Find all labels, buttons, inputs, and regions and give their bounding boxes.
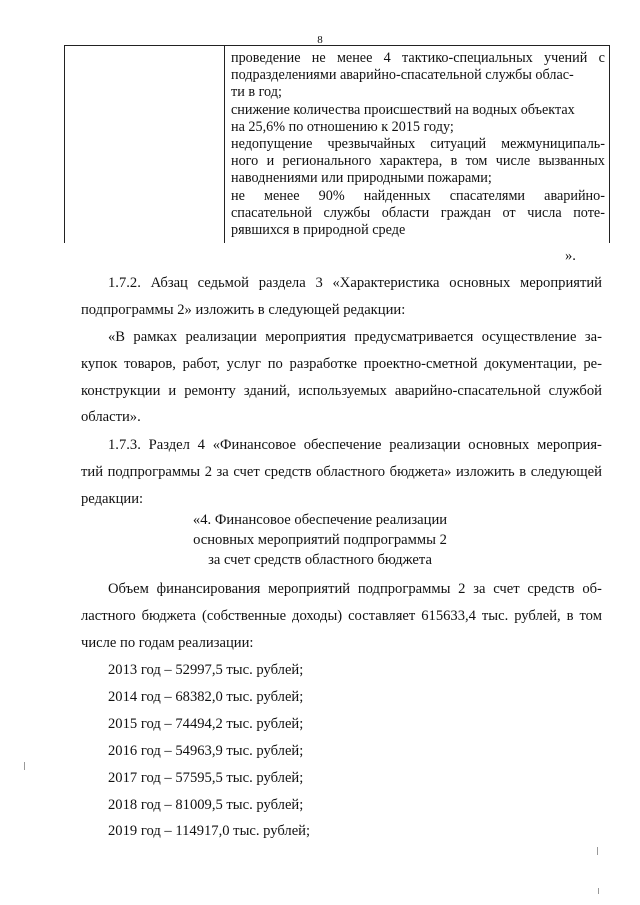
paragraph-1-7-3-line: тий подпрограммы 2 за счет средств областного бюджета» изложить в следующей — [81, 463, 602, 480]
page-number: 8 — [317, 34, 323, 46]
paragraph-1-7-3-line: 1.7.3. Раздел 4 «Финансовое обеспечение реализации основных мероприя- — [108, 437, 602, 453]
funding-year-item: 2017 год – 57595,5 тыс. рублей; — [108, 769, 304, 786]
table-column-divider — [224, 46, 225, 243]
table-cell-line: рявшихся в природной среде — [231, 222, 406, 238]
funding-paragraph-line: Объем финансирования мероприятий подпрограммы 2 за счет средств об- — [108, 581, 602, 597]
funding-year-item: 2018 год – 81009,5 тыс. рублей; — [108, 796, 304, 813]
table-cell-line: не менее 90% найденных спасателями аварийно- — [231, 187, 605, 204]
targets-table — [64, 45, 610, 243]
table-cell-line: ного и регионального характера, в том числе вызванных — [231, 153, 605, 170]
paragraph-1-7-3-line: редакции: — [81, 490, 144, 507]
table-cell-line: на 25,6% по отношению к 2015 году; — [231, 118, 454, 135]
funding-year-item: 2019 год – 114917,0 тыс. рублей; — [108, 823, 311, 840]
table-cell-line: ти в год; — [231, 84, 282, 101]
table-cell-line: подразделениями аварийно-спасательной службы облас- — [231, 67, 574, 84]
quoted-paragraph-line: купок товаров, работ, услуг по разработке проектно-сметной документации, ре- — [81, 355, 602, 372]
table-cell-line: снижение количества происшествий на водных объектах — [231, 101, 575, 118]
funding-year-item: 2013 год – 52997,5 тыс. рублей; — [108, 662, 304, 678]
quoted-paragraph-line: конструкции и ремонту зданий, используемых аварийно-спасательной службой — [81, 382, 602, 399]
table-cell-line: спасательной службы области граждан от числа поте- — [231, 204, 605, 221]
table-cell-line: проведение не менее 4 тактико-специальных учений с — [231, 50, 605, 66]
table-cell-line: недопущение чрезвычайных ситуаций межмуниципаль- — [231, 136, 605, 152]
funding-paragraph-line: ластного бюджета (собственные доходы) составляет 615633,4 тыс. рублей, в том — [81, 607, 602, 624]
section-heading-line: основных мероприятий подпрограммы 2 — [193, 532, 447, 548]
paragraph-1-7-2-line: 1.7.2. Абзац седьмой раздела 3 «Характеристика основных мероприятий — [108, 275, 602, 291]
scan-margin-mark — [597, 847, 598, 855]
quoted-paragraph-line: «В рамках реализации мероприятия предусматривается осуществление за- — [108, 329, 602, 345]
paragraph-1-7-2-line: подпрограммы 2» изложить в следующей редакции: — [81, 301, 406, 318]
funding-paragraph-line: числе по годам реализации: — [81, 634, 254, 651]
table-closing-quote: ». — [565, 248, 576, 264]
quoted-paragraph-line: области». — [81, 409, 141, 426]
scan-margin-mark — [598, 888, 599, 894]
table-cell-line: наводнениями или природными пожарами; — [231, 170, 492, 187]
section-heading-line: «4. Финансовое обеспечение реализации — [192, 512, 448, 528]
funding-year-item: 2016 год – 54963,9 тыс. рублей; — [108, 742, 304, 759]
section-heading-line: за счет средств областного бюджета — [208, 552, 432, 568]
funding-year-item: 2015 год – 74494,2 тыс. рублей; — [108, 715, 304, 732]
scan-margin-mark — [24, 762, 25, 770]
funding-year-item: 2014 год – 68382,0 тыс. рублей; — [108, 688, 304, 705]
